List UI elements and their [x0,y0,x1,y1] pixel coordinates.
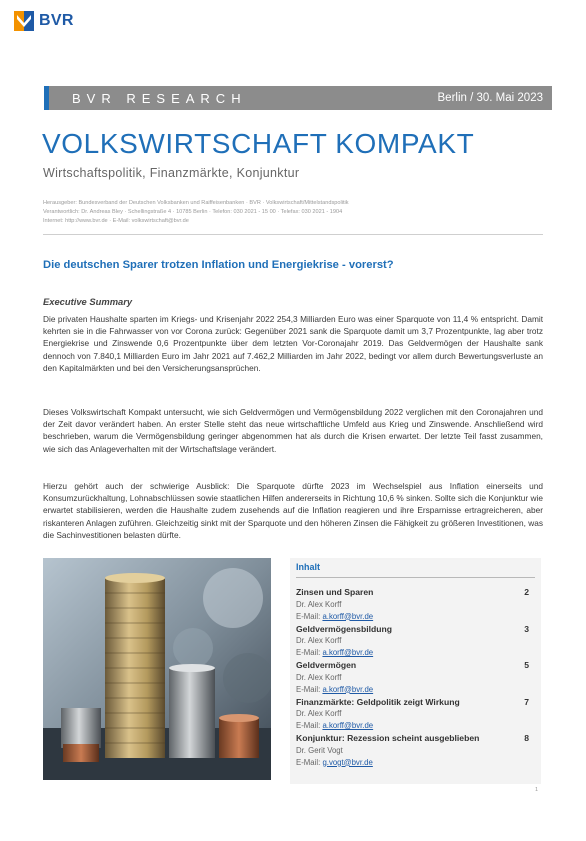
imprint-publisher: Herausgeber: Bundesverband der Deutschen Volksbanken und Raiffeisenbanken · BVR · Volkswirtschaft/Mittelstandspolitik [43,200,349,206]
publication-date: Berlin / 30. Mai 2023 [437,92,543,104]
toc-item-page: 7 [524,696,529,707]
brand-name: BVR [39,12,74,29]
toc-item-author: Dr. Gerit Vogt [296,745,343,755]
coin-stack-image-icon [43,558,271,780]
research-bar-accent [44,86,49,110]
imprint [43,199,349,226]
toc-heading: Inhalt [296,562,535,578]
toc-item-page: 5 [524,660,529,670]
toc-mail-link[interactable]: a.korff@bvr.de [322,648,374,657]
toc-item[interactable] [296,587,535,623]
toc-item-page: 3 [524,623,529,634]
toc-mail-link[interactable]: g.vogt@bvr.de [322,757,373,767]
toc-item-author: Dr. Alex Korff [296,636,342,645]
page-subtitle: Wirtschaftspolitik, Finanzmärkte, Konjunktur [43,166,300,180]
summary-paragraph-3: Hierzu gehört auch der schwierige Ausblick: Die Sparquote dürfte 2023 im Wechselspiel aus Inflation einerseits und Konsumzurückhaltung, Lohnabschlüssen sowie staatlichen Hilfen andererseits in Richtung 10,6 % sinken. Sollte sich die Konjunktur wie erwartet stabilisieren, werden die Haushalte zudem zusehends auf die Inflation reagieren und ihre Ersparnisse ertragreicheren, aber riskanteren Anlagen zuführen. Gleichzeitig sinkt mit der Sparquote und den höheren Zinsen die Fähigkeit zu größeren Investitionen, was die Sachinvestitionen belasten dürfte. [43,481,543,540]
imprint-responsible: Verantwortlich: Dr. Andreas Bley · Schellingstraße 4 · 10785 Berlin · Telefon: 030 2021 - 15 00 · Telefax: 030 2021 - 1904 [43,209,343,215]
toc-item[interactable] [296,733,535,769]
toc-mail-link[interactable]: a.korff@bvr.de [322,611,374,621]
toc-item-title[interactable]: Zinsen und Sparen [296,587,374,597]
coin-stack-photo [43,558,271,780]
toc-item-author: Dr. Alex Korff [296,599,342,609]
bvr-logo-icon [14,11,34,31]
toc-mail-link[interactable]: a.korff@bvr.de [322,721,374,730]
toc-item-author: Dr. Alex Korff [296,672,342,682]
summary-paragraph-1: Die privaten Haushalte sparten im Kriegs- und Krisenjahr 2022 254,3 Milliarden Euro was einer Sparquote von 11,4 % entspricht. Damit kehrten sie in die Fahrwasser von vor Corona zurück: Gegenüber 2021 sank die Sparquote damit um 3,7 Prozentpunkte, lag aber trotz Energiekrise und Zinswende 0,6 Prozentpunkte über dem letzten Vor-Coronajahr 2019. Das Geldvermögen der Haushalte sank dennoch von 7.840,1 Milliarden Euro im Jahr 2021 auf 7.462,2 Milliarden im Jahr 2022, bedingt vor allem durch Bewertungsverluste an den Kapitalmärkten und bei den Versicherungsansprüchen. [43,314,543,373]
page-title: VOLKSWIRTSCHAFT KOMPAKT [42,128,475,159]
toc-item-author: Dr. Alex Korff [296,709,342,718]
toc-item[interactable] [296,660,535,696]
page-number: 1 [535,787,539,793]
article-headline: Die deutschen Sparer trotzen Inflation und Energiekrise - vorerst? [43,259,394,271]
toc-item[interactable] [296,697,535,733]
toc-mail-label: E-Mail: [296,611,323,621]
toc-mail-link[interactable]: a.korff@bvr.de [322,684,374,694]
toc-item-page: 8 [524,733,529,743]
summary-paragraph-2: Dieses Volkswirtschaft Kompakt untersucht, wie sich Geldvermögen und Vermögensbildung 2022 verglichen mit den Coronajahren und der Zeit davor verändert haben. An erster Stelle steht das neue wirtschaftliche Umfeld aus Krieg und Zinswende. Anschließend wird beschrieben, warum die Vermögensbildung geringer abgenommen hat als durch die Krisen erwartet. Der letzte Teil fasst zusammen, wie sich das Anlageverhalten mit der Wirtschaftslage verändert. [43,407,543,454]
table-of-contents [290,558,541,784]
toc-mail-label: E-Mail: [296,721,323,730]
toc-item[interactable] [296,624,535,660]
imprint-contact: Internet: http://www.bvr.de · E-Mail: volkswirtschaft@bvr.de [43,218,189,224]
toc-item-page: 2 [524,587,529,597]
summary-heading: Executive Summary [43,296,133,307]
toc-mail-label: E-Mail: [296,757,323,767]
toc-item-title[interactable]: Finanzmärkte: Geldpolitik zeigt Wirkung [296,696,460,707]
toc-item-title[interactable]: Geldvermögensbildung [296,623,392,634]
research-bar [44,86,552,110]
bvr-logo [14,11,74,31]
toc-item-title[interactable]: Geldvermögen [296,660,357,670]
toc-mail-label: E-Mail: [296,648,323,657]
toc-item-title[interactable]: Konjunktur: Rezession scheint ausgeblieben [296,733,480,743]
research-label: BVR RESEARCH [72,90,247,106]
toc-mail-label: E-Mail: [296,684,323,694]
header-divider [43,234,543,235]
